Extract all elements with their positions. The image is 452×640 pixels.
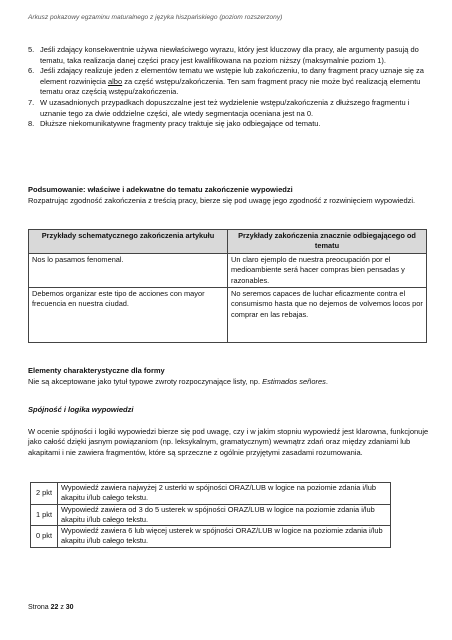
- score-table: [30, 482, 391, 548]
- criteria-list: [28, 45, 432, 130]
- footer-total-pages: 30: [65, 604, 74, 611]
- list-number: 8.: [28, 119, 35, 129]
- score-row: [31, 526, 391, 548]
- form-elements-text-part: Nie są akceptowane jako tytuł typowe zwroty rozpoczynające listy, np.: [28, 376, 263, 386]
- summary-text: Rozpatrując zgodność zakończenia z treścią pracy, bierze się pod uwagę jego zgodność z rozwinięciem wypowiedzi.: [28, 195, 416, 205]
- form-elements-example: Estimados señores: [262, 376, 326, 386]
- score-points: 2 pkt: [31, 483, 58, 505]
- list-text: Jeśli zdający realizuje jeden z elementów tematu we wstępie lub zakończeniu, to dany fragment pracy uznaje się za element rozwinięcia: [40, 66, 424, 86]
- page-footer: [28, 604, 74, 611]
- coherence-heading: Spójność i logika wypowiedzi: [28, 405, 134, 414]
- examples-table: [28, 229, 427, 343]
- list-number: 5.: [28, 45, 35, 54]
- underlined-word: albo: [107, 76, 123, 86]
- table-cell: No seremos capaces de luchar eficazmente contra el consumismo hasta que no dejemos de volvemos locos por comprar en las rebajas.: [228, 288, 427, 343]
- list-text: za część wstępu/zakończenia. Ten sam fragment pracy nie może być realizacją elementu tematu oraz częścią wstępu/zakończenia.: [40, 76, 421, 97]
- coherence-section: [28, 405, 432, 458]
- footer-separator: z: [58, 604, 66, 611]
- score-description: Wypowiedź zawiera 6 lub więcej usterek w spójności ORAZ/LUB w logice na poziomie zdania i/lub akapitu i/lub całego tekstu.: [58, 526, 391, 548]
- table-header-cell: Przykłady zakończenia znacznie odbiegającego od tematu: [228, 230, 427, 254]
- form-elements-section: [28, 366, 432, 387]
- list-item: [28, 66, 432, 98]
- list-number: 7.: [28, 97, 35, 107]
- table-header-row: [29, 230, 427, 254]
- score-description: Wypowiedź zawiera od 3 do 5 usterek w spójności ORAZ/LUB w logice na poziomie zdania i/lub akapitu i/lub całego tekstu.: [58, 504, 391, 526]
- list-text: W uzasadnionych przypadkach dopuszczalne jest też wydzielenie wstępu/zakończenia z dłuższego fragmentu i uznanie tego za dwie oddzielne części, ale wtedy segmentacja oceniana jest na 0.: [40, 97, 410, 118]
- list-text: Jeśli zdający konsekwentnie używa niewłaściwego wyrazu, który jest kluczowy dla pracy, ale argumenty pasują do tematu, taka realizacja danej części pracy jest kwalifikowana na poziom niższy (maksymalnie poziom 1).: [40, 45, 419, 65]
- score-description: Wypowiedź zawiera najwyżej 2 usterki w spójności ORAZ/LUB w logice na poziomie zdania i/lub akapitu i/lub całego tekstu.: [58, 483, 391, 505]
- list-text: Dłuższe niekomunikatywne fragmenty pracy traktuje się jako odbiegające od tematu.: [40, 119, 321, 129]
- score-points: 0 pkt: [31, 526, 58, 548]
- table-cell: Un claro ejemplo de nuestra preocupación por el medioambiente será hacer compras bien pensadas y razonables.: [228, 253, 427, 287]
- form-elements-text: [28, 377, 432, 388]
- footer-prefix: Strona: [28, 604, 51, 611]
- coherence-text: W ocenie spójności i logiki wypowiedzi bierze się pod uwagę, czy i w jakim stopniu wypowiedź jest klarowna, funkcjonuje jako całość dzięki jasnym powiązaniom (np. leksykalnym, gramatycznym) wewnątrz zdań oraz między zdaniami lub akapitami i nie zawiera fragmentów, które są sprzeczne z ogólnie przyjętymi zasadami rozumowania.: [28, 426, 429, 457]
- page-header: Arkusz pokazowy egzaminu maturalnego z języka hiszpańskiego (poziom rozszerzony): [28, 14, 283, 21]
- list-item: [28, 45, 432, 66]
- score-row: [31, 483, 391, 505]
- summary-heading: Podsumowanie: właściwe i adekwatne do tematu zakończenie wypowiedzi: [28, 185, 293, 194]
- table-cell: Nos lo pasamos fenomenal.: [29, 253, 228, 287]
- form-elements-heading: Elementy charakterystyczne dla formy: [28, 366, 165, 375]
- form-elements-text-part: .: [325, 376, 329, 386]
- score-row: [31, 504, 391, 526]
- score-points: 1 pkt: [31, 504, 58, 526]
- summary-section: [28, 185, 432, 206]
- list-item: [28, 119, 432, 130]
- table-header-cell: Przykłady schematycznego zakończenia artykułu: [29, 230, 228, 254]
- footer-page-number: 22: [50, 604, 59, 611]
- table-row: [29, 288, 427, 343]
- table-row: [29, 253, 427, 287]
- list-item: [28, 98, 432, 119]
- table-cell: Debemos organizar este tipo de acciones con mayor frecuencia en nuestra ciudad.: [29, 288, 228, 343]
- list-number: 6.: [28, 66, 35, 76]
